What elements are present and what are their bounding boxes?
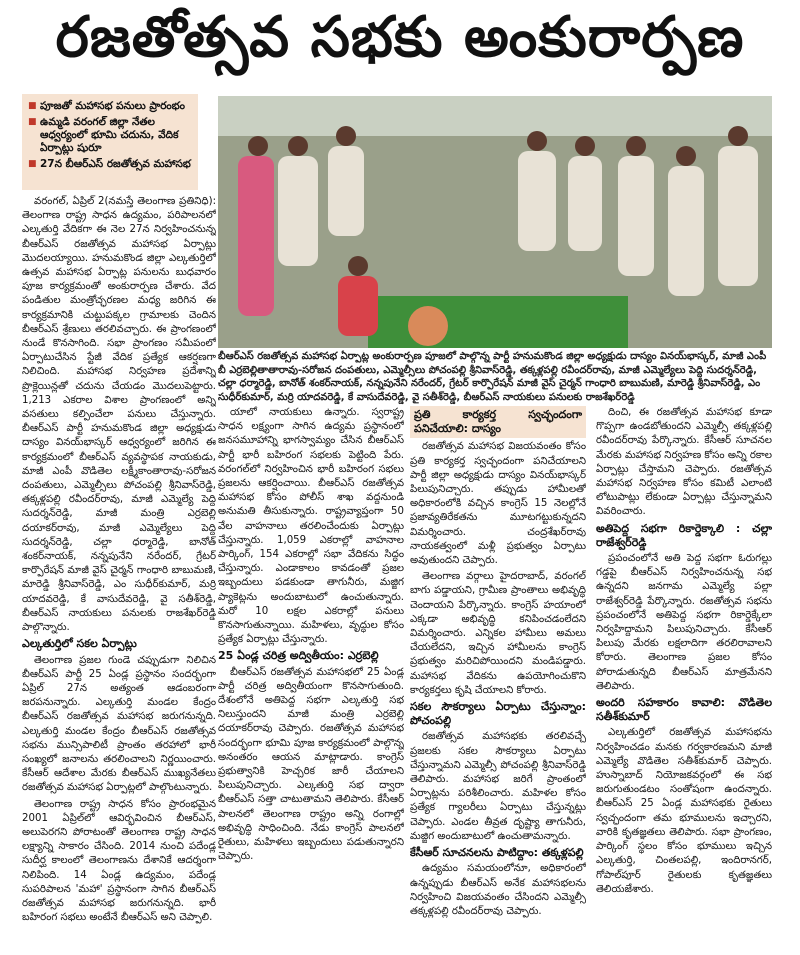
subheading: కేసీఆర్ సూచనలను పాటిద్దాం: తక్కళ్లపల్లి <box>410 846 584 860</box>
subheading: ఎల్కతుర్తిలో సకల ఏర్పాట్లు <box>22 637 137 651</box>
subheading: 25 ఏండ్ల చరిత్ర అద్వితీయం: ఎర్రబెల్లి <box>218 649 379 663</box>
news-photo <box>218 96 772 348</box>
paragraph: రజతోత్సవ మహాసభ విజయవంతం కోసం ప్రతి కార్యకర్త స్వచ్ఛందంగా పనిచేయాలని పార్టీ జిల్లా అధ్యక్షుడు దాస్యం వినయ్‌భాస్కర్ పిలుపునిచ్చారు. తప్పుడు హామీలతో అధికారంలోకి వచ్చిన కాంగ్రెస్ 15 నెలల్లోనే ప్రజావ్యతిరేకతను మూటగట్టుకున్నదని విమర్శించారు. చంద్రశేఖర్‌రావు నాయకత్వంలో మళ్లీ ప్రభుత్వం ఏర్పాటు అవుతుందని చెప్పారు. <box>410 441 586 567</box>
paragraph: తెలంగాణ ప్రజల గుండె చప్పుడుగా నిలిచిన బీఆర్ఎస్ పార్టీ 25 ఏండ్ల ప్రస్థానం సందర్భంగా ఏప్రిల్ 27న అత్యంత ఆడంబరంగా జరపనున్నారు. ఎల్కతుర్తి మండల కేంద్రం బీఆర్ఎస్ రజతోత్సవ మహాసభ జరుగనున్నది. ఎల్కతుర్తి మండల కేంద్రం బీఆర్ఎస్ రజతోత్సవ సభను మున్సిపాలిటీ ప్రాంతం తరహాలో భారీ సంఖ్యలో జనాలను తరలించాలని నిర్ణయించారు. కేసీఆర్ ఆదేశాల మేరకు బీఆర్ఎస్ ముఖ్యనేతలు రజతోత్సవ మహాసభ ఏర్పాట్లలో పాల్గొంటున్నారు. <box>22 654 216 794</box>
news-photo-illustration <box>218 96 772 348</box>
headline: రజతోత్సవ సభకు అంకురార్పణ <box>55 4 745 70</box>
article-column-3 <box>410 406 586 921</box>
boxed-subheading: ప్రతి కార్యకర్త స్వచ్ఛందంగా పనిచేయాలి: దాస్యం <box>410 406 586 438</box>
paragraph: ప్రపంచంలోనే అతి పెద్ద సభగా ఓరుగల్లు గడ్డపై బీఆర్ఎస్ నిర్వహించనున్న సభ ఉన్నదని జనగామ ఎమ్మెల్యే పల్లా రాజేశ్వర్‌రెడ్డి పేర్కొన్నారు. రజతోత్సవ సభను ప్రపంచంలోనే అతిపెద్ద సభగా రికార్డెక్కేలా నిర్వహిద్దామని పిలుపునిచ్చారు. కేసీఆర్ పిలుపు మేరకు లక్షలాదిగా తరలిరావాలని కోరారు. తెలంగాణ ప్రజల కోసం పోరాడుతున్నది బీఆర్ఎస్ మాత్రమేనని తెలిపారు. <box>596 553 772 692</box>
paragraph: రజతోత్సవ మహాసభకు తరలివచ్చే ప్రజలకు సకల సౌకర్యాలు ఏర్పాటు చేస్తున్నామని ఎమ్మెల్సీ పోచంపల్లి శ్రీనివాస్‌రెడ్డి తెలిపారు. మహాసభ జరిగే ప్రాంతంలో ఏర్పాట్లను పరిశీలించారు. మహిళల కోసం ప్రత్యేక గ్యాలరీలు ఏర్పాటు చేస్తున్నట్లు చెప్పారు. ఎండల తీవ్రత దృష్ట్యా తాగునీరు, మజ్జిగ అందుబాటులో ఉంచుతామన్నారు. <box>410 731 586 842</box>
paragraph: వరంగల్, ఏప్రిల్ 2(నమస్తే తెలంగాణ ప్రతినిధి): తెలంగాణ రాష్ట్ర సాధన ఉద్యమం, పరిపాలనలో ఎల్కతుర్తి వేదికగా ఈ నెల 27న నిర్వహించనున్న బీఆర్ఎస్ రజతోత్సవ మహాసభ ఏర్పాట్లు మొదలయ్యాయి. హనుమకొండ జిల్లా ఎల్కతుర్తిలో ఉత్సవ మహాసభ ఏర్పాట్ల పనులను బుధవారం పూజ కార్యక్రమంతో అంకురార్పణ చేశారు. వేద పండితుల మంత్రోచ్ఛరణల మధ్య జరిగిన ఈ కార్యక్రమానికి చుట్టుపక్కల గ్రామాలకు చెందిన బీఆర్ఎస్ శ్రేణులు తరలివచ్చారు. ఈ ప్రాంగణంలో నుండే కొనసాగింది. సభా ప్రాంగణం సమీపంలో ఏర్పాటుచేసిన స్టేజీ వేదిక ప్రత్యేక ఆకర్షణగా నిలిచింది. మహాసభ నిర్వహణ ప్రదేశాన్ని ప్రొక్లెయిన్లతో చదును చేయడం మొదలుపెట్టారు. 1,213 ఎకరాల విశాల ప్రాంగణంలో అన్ని వసతులు కల్పించేలా పనులు చేస్తున్నారు. బీఆర్ఎస్ పార్టీ హనుమకొండ జిల్లా అధ్యక్షుడు దాస్యం వినయ్‌భాస్కర్ ఆధ్వర్యంలో జరిగిన ఈ కార్యక్రమంలో బీఆర్ఎస్ వ్యవస్థాపక నాయకుడు, మాజీ ఎంపీ వొడితెల లక్ష్మీకాంతారావు-సరోజన దంపతులు, ఎమ్మెల్సీలు పోచంపల్లి శ్రీనివాస్‌రెడ్డి, తక్కళ్లపల్లి రవీందర్‌రావు, మాజీ ఎమ్మెల్యే పెద్ది సుదర్శన్‌రెడ్డి, మాజీ మంత్రి ఎర్రబెల్లి దయాకర్‌రావు, మాజీ ఎమ్మెల్యేలు పెద్ది సుదర్శన్‌రెడ్డి, చల్లా ధర్మారెడ్డి, బానోత్ శంకర్‌నాయక్, నన్నపునేని నరేందర్, గ్రేటర్ కార్పొరేషన్ మాజీ వైస్ చైర్మన్ గాంధారి బాబుమణి, మారెడ్డి శ్రీనివాస్‌రెడ్డి, ఎం సుధీర్‌కుమార్, మర్రి యాదవరెడ్డి, కే వాసుదేవరెడ్డి, వై సతీశ్‌రెడ్డి, బీఆర్ఎస్ నాయకులు పనులకు రాజశేఖర్‌రెడ్డి పాల్గొన్నారు. <box>22 196 216 634</box>
paragraph: బీఆర్ఎస్ రజతోత్సవ మహాసభలో 25 ఏండ్ల పార్టీ చరిత్ర అద్వితీయంగా కొనసాగుతుంది. దేశంలోనే అతిపెద్ద సభగా ఎల్కతుర్తి సభ నిలుస్తుందని మాజీ మంత్రి ఎర్రబెల్లి దయాకర్‌రావు చెప్పారు. రజతోత్సవ మహాసభ సందర్భంగా భూమి పూజ కార్యక్రమంలో పాల్గొన్న అనంతరం ఆయన మాట్లాడారు. కాంగ్రెస్ ప్రభుత్వానికి హెచ్చరిక జారీ చేయాలని పిలుపునిచ్చారు. ఎల్కతుర్తి సభ ద్వారా బీఆర్ఎస్ సత్తా చాటుతామని తెలిపారు. కేసీఆర్ పాలనలో తెలంగాణ రాష్ట్రం అన్ని రంగాల్లో అభివృద్ధి సాధించింది. నేడు కాంగ్రెస్ పాలనలో రైతులు, మహిళలు ఇబ్బందులు పడుతున్నారని చెప్పారు. <box>218 666 404 863</box>
photo-caption: బీఆర్ఎస్ రజతోత్సవ మహాసభ ఏర్పాట్ల అంకురార్పణ పూజలో పాల్గొన్న పార్టీ హనుమకొండ జిల్లా అధ్యక్షుడు దాస్యం వినయ్‌భాస్కర్, మాజీ ఎంపీ బీ ఎర్రబెల్లితాతారావు-సరోజన దంపతులు, ఎమ్మెల్సీలు పోచంపల్లి శ్రీనివాస్‌రెడ్డి, తక్కళ్లపల్లి రవీందర్‌రావు, మాజీ ఎమ్మెల్యేలు పెద్ది సుదర్శన్‌రెడ్డి, చల్లా ధర్మారెడ్డి, బానోత్ శంకర్‌నాయక్, నన్నపునేని నరేందర్, గ్రేటర్ కార్పొరేషన్ మాజీ వైస్ చైర్మన్ గాంధారి బాబుమణి, మారెడ్డి శ్రీనివాస్‌రెడ్డి, ఎం సుధీర్‌కుమార్, మర్రి యాదవరెడ్డి, కే వాసుదేవరెడ్డి, వై సతీశ్‌రెడ్డి, బీఆర్ఎస్ నాయకులు పనులకు రాజశేఖర్‌రెడ్డి <box>218 351 767 403</box>
paragraph: యాలో నాయకులు ఉన్నారు. స్వరాష్ట్ర సాధన లక్ష్యంగా సాగిన ఉద్యమ ప్రస్థానంలో జనసమూహాన్ని భాగస్వామ్యం చేసిన బీఆర్ఎస్ పార్టీ భారీ బహిరంగ సభలకు పెట్టింది పేరు. వరంగల్‌లో నిర్వహించిన భారీ బహిరంగ సభలు ప్రజలను ఆకర్షించాయి. బీఆర్ఎస్ రజతోత్సవ మహాసభ కోసం పోలీస్ శాఖ వద్దనుండి అనుమతి తీసుకున్నారు. రాష్ట్రవ్యాప్తంగా 50 వేల వాహనాలు తరలించేందుకు ఏర్పాట్లు చేస్తున్నారు. 1,059 ఎకరాల్లో వాహనాల పార్కింగ్, 154 ఎకరాల్లో సభా వేదికను సిద్ధం చేస్తున్నారు. ఎండాకాలం కావడంతో ప్రజల ఇబ్బందులు పడకుండా తాగునీరు, మజ్జిగ ప్యాకెట్లను అందుబాటులో ఉంచుతున్నారు. మరో 10 లక్షల ఎకరాల్లో పనులు కొనసాగుతున్నాయి. మహిళలు, వృద్ధుల కోసం ప్రత్యేక ఏర్పాట్లు చేస్తున్నారు. <box>218 407 404 646</box>
subheading: అందరి సహకారం కావాలి: వొడితెల సతీశ్‌కుమార్ <box>596 696 772 724</box>
subheading: సకల సౌకర్యాలు ఏర్పాటు చేస్తున్నాం: పోచంపల్లి <box>410 700 586 728</box>
highlight-item: ■ 27న బీఆర్ఎస్ రజతోత్సవ మహాసభ <box>28 158 192 171</box>
article-column-1 <box>22 195 216 927</box>
article-column-2 <box>218 406 404 867</box>
article-column-4 <box>596 406 772 899</box>
paragraph: ఎల్కతుర్తిలో రజతోత్సవ మహాసభను నిర్వహించడం మనకు గర్వకారణమని మాజీ ఎమ్మెల్యే వొడితెల సతీశ్‌కుమార్ చెప్పారు. హుస్నాబాద్ నియోజకవర్గంలో ఈ సభ జరుగుతుండటం సంతోషంగా ఉందన్నారు. బీఆర్ఎస్ 25 ఏండ్ల మహాసభకు రైతులు స్వచ్ఛందంగా తమ భూములను ఇచ్చారని, వారికి కృతజ్ఞతలు తెలిపారు. సభా ప్రాంగణం, పార్కింగ్ స్థలం కోసం భూములు ఇచ్చిన ఎల్కతుర్తి, చింతలపల్లి, ఇందిరానగర్, గోపాల్‌పూర్ రైతులకు కృతజ్ఞతలు తెలియజేశారు. <box>596 727 772 895</box>
paragraph: తెలంగాణ రాష్ట్ర సాధన కోసం ప్రారంభమైన 2001 ఏప్రిల్‌లో ఆవిర్భవించిన బీఆర్ఎస్, అలుపెరగని పోరాటంతో తెలంగాణ రాష్ట్ర సాధన లక్ష్యాన్ని సాకారం చేసింది. 2014 నుంచి పదేండ్ల సుదీర్ఘ కాలంలో తెలంగాణను దేశానికే ఆదర్శంగా నిలిపింది. 14 ఏండ్ల ఉద్యమం, పదేండ్ల సుపరిపాలన 'మహా' ప్రస్థానంగా సాగిన బీఆర్ఎస్ రజతోత్సవ మహాసభ జరుగనున్నది. భారీ బహిరంగ సభలు అంటేనే బీఆర్ఎస్ అని చెప్పాలి. <box>22 798 216 924</box>
paragraph: తెలంగాణ వర్గాలు హైదరాబాద్, వరంగల్ బాగు పడ్డాయని, గ్రామీణ ప్రాంతాలు అభివృద్ధి చెందాయని పేర్కొన్నారు. కాంగ్రెస్ హయాంలో ఎక్కడా అభివృద్ధి కనిపించడంలేదని విమర్శించారు. ఎన్నికల హామీలు అమలు చేయలేదని, ఇచ్చిన హామీలను కాంగ్రెస్ ప్రభుత్వం మరిచిపోయిందని మండిపడ్డారు. మహాసభ వేదికను ఉపయోగించుకొని కార్యకర్తలు కృషి చేయాలని కోరారు. <box>410 571 586 696</box>
paragraph: ఉద్యమం సమయంలోనూ, అధికారంలో ఉన్నప్పుడు బీఆర్ఎస్ అనేక మహాసభలను నిర్వహించి విజయవంతం చేసిందని ఎమ్మెల్సీ తక్కళ్లపల్లి రవీందర్‌రావు చెప్పారు. <box>410 863 586 917</box>
highlight-item: ■ పూజతో మహాసభ పనులు ప్రారంభం <box>28 100 192 113</box>
paragraph: దించి, ఈ రజతోత్సవ మహాసభ కూడా గొప్పగా ఉండబోతుందని ఎమ్మెల్సీ తక్కళ్లపల్లి రవీందర్‌రావు పేర్కొన్నారు. కేసీఆర్ సూచనల మేరకు మహాసభ నిర్వహణ కోసం అన్ని రకాల ఏర్పాట్లు చేస్తామని చెప్పారు. రజతోత్సవ మహాసభ నిర్వహణ కోసం కమిటీ ఎలాంటి లోటుపాట్లు లేకుండా ఏర్పాట్లు చేస్తున్నామని వివరించారు. <box>596 407 772 518</box>
highlight-item: ■ ఉమ్మడి వరంగల్ జిల్లా నేతల ఆధ్వర్యంలో భూమి చదును, వేదిక ఏర్పాట్లు షురూ <box>28 116 192 155</box>
subheading: అతిపెద్ద సభగా రికార్డెక్కాలి : చల్లా రాజేశ్వర్‌రెడ్డి <box>596 521 772 549</box>
highlights-box <box>22 94 198 190</box>
